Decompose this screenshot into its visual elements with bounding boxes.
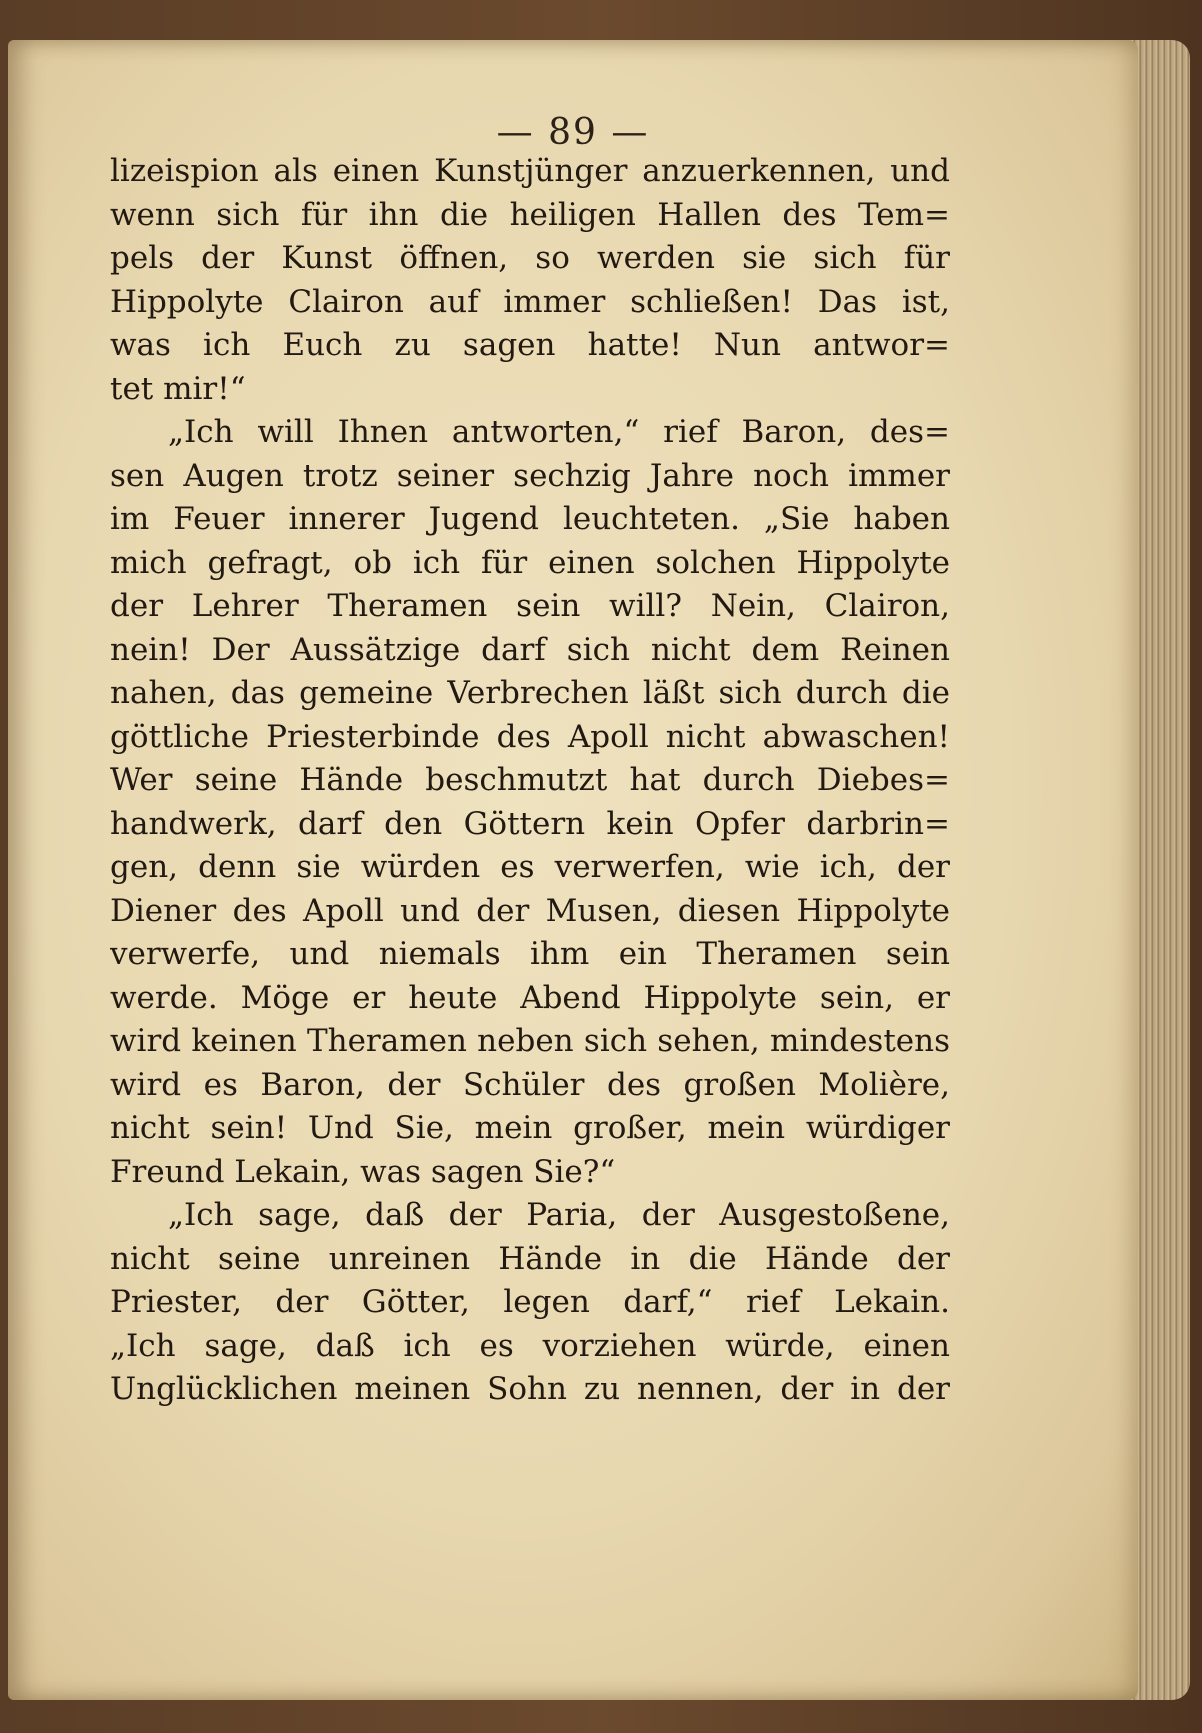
text-line: nicht seine unreinen Hände in die Hände der [110,1240,950,1277]
page-number: — 89 — [496,112,650,153]
text-line: Hippolyte Clairon auf immer schließen! Das ist, [110,283,950,320]
text-line: Freund Lekain, was sagen Sie?“ [110,1153,616,1190]
text-line: nein! Der Aussätzige darf sich nicht dem Reinen [110,631,950,668]
text-line: wird es Baron, der Schüler des großen Molière, [110,1066,950,1103]
text-line: „Ich sage, daß der Paria, der Ausgestoßene, [168,1197,950,1233]
body-text [110,150,950,1412]
text-line: lizeispion als einen Kunstjünger anzuerkennen, und [110,153,950,189]
text-line: tet mir!“ [110,370,246,407]
text-line: mich gefragt, ob ich für einen solchen Hippolyte [110,544,950,581]
text-line: was ich Euch zu sagen hatte! Nun antwor= [110,327,950,363]
text-line: „Ich will Ihnen antworten,“ rief Baron, des= [168,414,950,450]
text-line: göttliche Priesterbinde des Apoll nicht abwaschen! [110,718,950,755]
text-line: wird keinen Theramen neben sich sehen, mindestens [110,1023,950,1059]
text-line: handwerk, darf den Göttern kein Opfer darbrin= [110,805,950,842]
text-line: nicht sein! Und Sie, mein großer, mein würdiger [110,1110,950,1146]
text-line: Priester, der Götter, legen darf,“ rief Lekain. [110,1284,950,1320]
text-line: „Ich sage, daß ich es vorziehen würde, einen [110,1327,950,1364]
text-line: Wer seine Hände beschmutzt hat durch Diebes= [110,762,950,798]
text-line: im Feuer innerer Jugend leuchteten. „Sie haben [110,501,950,537]
text-line: gen, denn sie würden es verwerfen, wie ich, der [110,849,950,885]
text-line: der Lehrer Theramen sein will? Nein, Clairon, [110,588,950,624]
text-line: wenn sich für ihn die heiligen Hallen des Tem= [110,196,950,233]
text-line: verwerfe, und niemals ihm ein Theramen sein [110,936,950,972]
text-line: pels der Kunst öffnen, so werden sie sich für [110,240,950,276]
text-line: Unglücklichen meinen Sohn zu nennen, der in der [110,1371,950,1407]
text-line: werde. Möge er heute Abend Hippolyte sein, er [110,979,950,1016]
text-line: nahen, das gemeine Verbrechen läßt sich durch die [110,675,950,711]
text-line: Diener des Apoll und der Musen, diesen Hippolyte [110,892,950,929]
text-line: sen Augen trotz seiner sechzig Jahre noch immer [110,457,950,494]
